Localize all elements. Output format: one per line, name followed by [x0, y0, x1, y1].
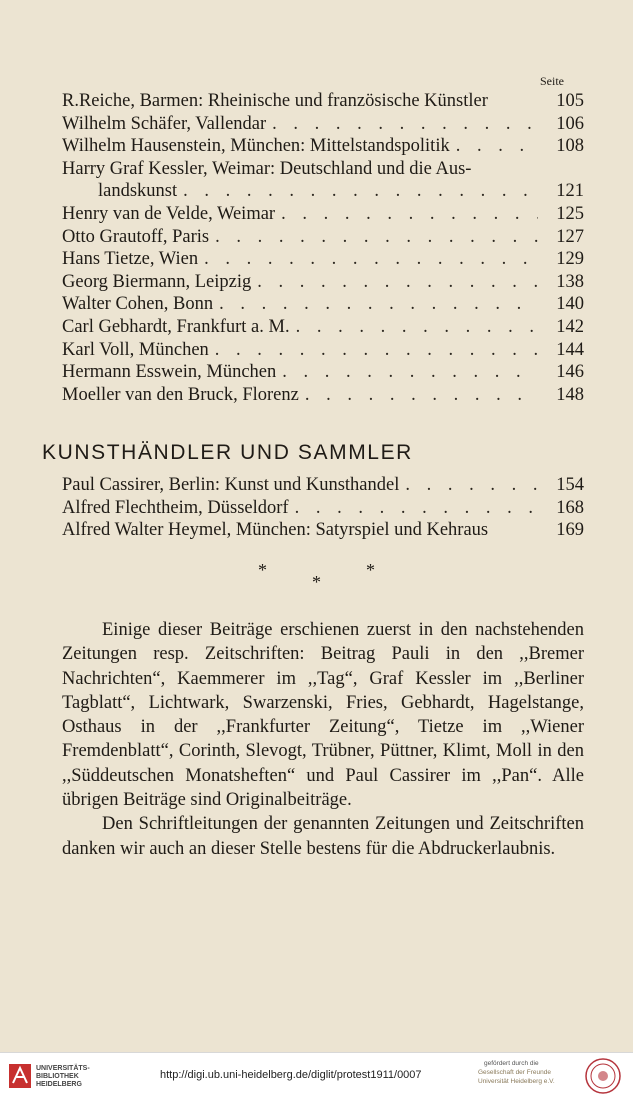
leader-dots — [257, 271, 538, 294]
page-column-label: Seite — [540, 74, 564, 88]
leader-dots — [295, 497, 538, 520]
toc-entry-title: Paul Cassirer, Berlin: Kunst und Kunsthandel — [62, 475, 400, 495]
asterism-divider — [250, 560, 380, 590]
toc-entry-page: 154 — [556, 475, 584, 495]
table-of-contents — [62, 90, 584, 406]
toc-entry-title: landskunst — [98, 181, 178, 202]
toc-entry — [62, 203, 584, 226]
leader-dots — [215, 339, 538, 362]
section-heading: KUNSTHÄNDLER UND SAMMLER — [42, 441, 413, 464]
leader-dots — [305, 384, 538, 407]
library-logo-icon — [8, 1063, 32, 1089]
university-seal-icon — [583, 1057, 623, 1095]
toc-entry-page: 106 — [556, 113, 584, 134]
library-name: UNIVERSITÄTS- BIBLIOTHEK HEIDELBERG — [36, 1065, 90, 1088]
toc-entry-title: Hermann Esswein, München — [62, 362, 277, 383]
toc-entry-page: 125 — [556, 203, 584, 224]
toc-entry — [62, 90, 584, 113]
leader-dots — [183, 180, 538, 203]
toc-entry-title: Otto Grautoff, Paris — [62, 226, 210, 247]
leader-dots — [204, 248, 538, 271]
toc-entry-page: 129 — [556, 249, 584, 270]
toc-entry-title: Carl Gebhardt, Frankfurt a. M. — [62, 316, 290, 337]
toc-entry-title: Moeller van den Bruck, Florenz — [62, 384, 299, 405]
toc-entry-page: 138 — [556, 271, 584, 292]
sponsor-credit: gefördert durch die Gesellschaft der Freunde Universität Heidelberg e.V. — [478, 1060, 555, 1085]
acknowledgement-text — [62, 618, 584, 861]
toc-entry-page: 148 — [556, 384, 584, 405]
toc-entry-page: 108 — [556, 136, 584, 157]
permalink-url[interactable]: http://digi.ub.uni-heidelberg.de/diglit/protest1911/0007 — [160, 1069, 422, 1081]
leader-dots — [219, 293, 538, 316]
toc-entry — [62, 474, 584, 497]
toc-entry-title: Henry van de Velde, Weimar — [62, 203, 276, 224]
toc-entry-title: Georg Biermann, Leipzig — [62, 271, 252, 292]
toc-entry — [62, 497, 584, 520]
toc-entry-page: 146 — [556, 362, 584, 383]
toc-entry-title: Alfred Flechtheim, Düsseldorf — [62, 497, 289, 518]
toc-entry-page: 142 — [556, 316, 584, 337]
toc-entry — [62, 316, 584, 339]
toc-entry-page: 121 — [556, 181, 584, 202]
leader-dots — [296, 316, 538, 339]
star-mark: * — [258, 560, 267, 580]
star-mark: * — [312, 572, 321, 592]
leader-dots — [281, 203, 538, 226]
toc-entry-title: Alfred Walter Heymel, München: Satyrspiel und Kehraus — [62, 520, 489, 541]
paragraph: Einige dieser Beiträge erschienen zuerst in den nachstehenden Zeitungen resp. Zeitschriften: Beitrag Pauli in den ,,Bremer Nachrichten“, Kaemmerer im ,,Tag“, Graf Kessler im ,,Berliner Tagblatt“, Lichtwark, Swarzenski, Fries, Gebhardt, Hagelstange, Osthaus in der ,,Frankfurter Zeitung“, Tietze im ,,Wiener Fremdenblatt“, Corinth, Slevogt, Trübner, Püttner, Klimt, Moll in den ,,Süddeutschen Monatsheften“ und Paul Cassirer im ,,Pan“. Alle übrigen Beiträge sind Originalbeiträge. — [62, 620, 584, 811]
toc-entry-page: 168 — [556, 497, 584, 518]
toc-entry — [62, 361, 584, 384]
toc-entry — [62, 158, 584, 181]
toc-entry — [62, 384, 584, 407]
toc-entry-title: Harry Graf Kessler, Weimar: Deutschland und die Aus- — [62, 158, 472, 179]
toc-entry — [62, 339, 584, 362]
toc-entry — [62, 271, 584, 294]
leader-dots — [272, 113, 538, 136]
paragraph: Den Schriftleitungen der genannten Zeitungen und Zeitschriften danken wir auch an dieser Stelle bestens für die Abdruckerlaubnis. — [62, 814, 584, 859]
toc-entry — [62, 180, 584, 203]
toc-entry-page: 105 — [556, 91, 584, 111]
toc-entry-page: 140 — [556, 294, 584, 315]
leader-dots — [215, 226, 538, 249]
leader-dots — [282, 361, 538, 384]
leader-dots — [405, 474, 538, 497]
toc-entry-page: 127 — [556, 226, 584, 247]
toc-entry — [62, 519, 584, 542]
toc-entry-title: Wilhelm Hausenstein, München: Mittelstandspolitik — [62, 136, 450, 157]
toc-entry-title: Hans Tietze, Wien — [62, 249, 199, 270]
toc-entry — [62, 113, 584, 136]
toc-entry-title: Walter Cohen, Bonn — [62, 294, 214, 315]
toc-entry — [62, 135, 584, 158]
footer-bar — [0, 1052, 633, 1098]
toc-entry-page: 169 — [556, 520, 584, 541]
toc-entry — [62, 226, 584, 249]
leader-dots — [456, 135, 538, 158]
toc-entry-title: R.Reiche, Barmen: Rheinische und französische Künstler — [62, 91, 488, 111]
toc-entry-title: Karl Voll, München — [62, 339, 209, 360]
star-mark: * — [366, 560, 375, 580]
toc-entry-page: 144 — [556, 339, 584, 360]
toc-entry — [62, 248, 584, 271]
table-of-contents-dealers — [62, 474, 584, 542]
toc-entry-title: Wilhelm Schäfer, Vallendar — [62, 113, 267, 134]
toc-entry — [62, 293, 584, 316]
